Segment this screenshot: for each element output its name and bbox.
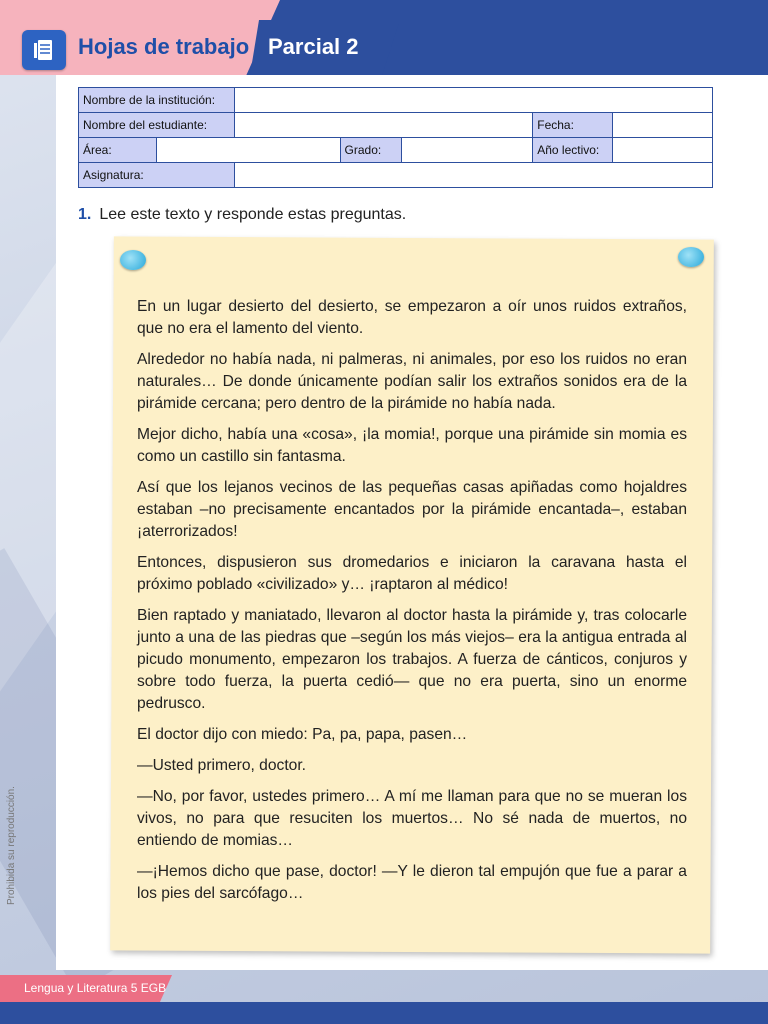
story-paragraph: —¡Hemos dicho que pase, doctor! —Y le dieron tal empujón que fue a parar a los pies del sarcófago…: [137, 863, 687, 902]
area-label: Área:: [79, 138, 157, 163]
area-field[interactable]: [156, 138, 401, 163]
student-label: Nombre del estudiante:: [79, 113, 235, 138]
page-title: Hojas de trabajo: [78, 34, 250, 59]
date-label: Fecha:: [533, 113, 613, 138]
student-field[interactable]: [234, 113, 532, 138]
pushpin-icon: [678, 247, 704, 267]
date-field[interactable]: [613, 113, 713, 138]
section-title: Parcial 2: [268, 34, 359, 59]
subject-label: Asignatura:: [79, 163, 235, 188]
story-paragraph: —No, por favor, ustedes primero… A mí me llaman para que no se mueran los vivos, no para que resuciten los muertos… No sé nada de muertos, no entiendo de momias…: [137, 788, 687, 849]
worksheet-icon: [22, 30, 66, 70]
institution-field[interactable]: [234, 88, 712, 113]
book-title: Lengua y Literatura 5 EGB: [24, 981, 167, 995]
story-paragraph: Así que los lejanos vecinos de las pequeñas casas apiñadas como hojaldres estaban –no precisamente encantados por la pirámide encantada–, estaban ¡aterrorizados!: [137, 479, 687, 540]
pushpin-icon: [120, 250, 146, 270]
year-field[interactable]: [613, 138, 713, 163]
question-1: [78, 206, 406, 224]
grade-label: Grado:: [340, 138, 401, 162]
story-paragraph: Bien raptado y maniatado, llevaron al doctor hasta la pirámide y, tras colocarle junto a una de las piedras que –según los más viejos– era la antigua entrada al picudo monumento, empezaron los trabajos. A fuerza de cánticos, conjuros y sobre todo fuerza, la puerta cedió— que no era puerta, sino un enorme pedrusco.: [137, 607, 687, 712]
institution-label: Nombre de la institución:: [79, 88, 235, 113]
story-text: [137, 296, 687, 914]
story-paragraph: El doctor dijo con miedo: Pa, pa, papa, pasen…: [137, 726, 468, 743]
story-paragraph: Entonces, dispusieron sus dromedarios e iniciaron la caravana hasta el próximo poblado «civilizado» y… ¡raptaron al médico!: [137, 554, 687, 593]
story-paragraph: En un lugar desierto del desierto, se empezaron a oír unos ruidos extraños, que no era el lamento del viento.: [137, 298, 687, 337]
year-label: Año lectivo:: [533, 138, 613, 163]
student-info-table: [78, 87, 713, 188]
story-paragraph: —Usted primero, doctor.: [137, 757, 306, 774]
question-text: Lee este texto y responde estas preguntas.: [99, 206, 407, 223]
footer-bar: [0, 1002, 768, 1024]
grade-field[interactable]: [401, 138, 533, 163]
story-paragraph: Alrededor no había nada, ni palmeras, ni animales, por eso los ruidos no eran naturales… De donde únicamente podían salir los extraños sonidos era de la pirámide cercana; pero dentro de la pirámide no había nada.: [137, 351, 687, 412]
copyright-note: Prohibida su reproducción.: [6, 786, 17, 905]
subject-field[interactable]: [234, 163, 712, 188]
question-number: 1.: [78, 206, 92, 223]
story-paragraph: Mejor dicho, había una «cosa», ¡la momia!, porque una pirámide sin momia es como un castillo sin fantasma.: [137, 426, 687, 465]
